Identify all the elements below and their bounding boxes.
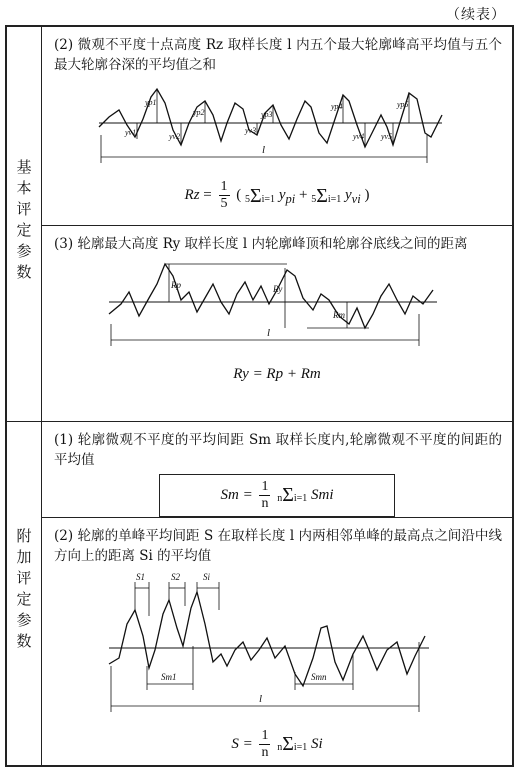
ry-formula: Ry = Rp + Rm (233, 366, 321, 382)
label-l: l (267, 327, 271, 339)
label-ry: Ry (273, 284, 283, 294)
sm-heading: (1) 轮廓微观不平度的平均间距 Sm 取样长度内,轮廓微观不平度的间距的平均值 (54, 431, 502, 468)
ry-block (42, 226, 512, 383)
basic-cell (42, 26, 514, 421)
section-additional (6, 421, 42, 766)
label-yp4: yp4 (331, 102, 343, 111)
ry-heading: (3) 轮廓最大高度 Ry 取样长度 l 内轮廓峰顶和轮廓谷底线之间的距离 (54, 236, 468, 252)
rz-formula-lhs: Rz (184, 186, 200, 203)
label-sm1: Sm1 (161, 671, 177, 682)
sm-block (42, 422, 512, 517)
ry-profile-curve (109, 264, 433, 328)
s-heading: (2) 轮廓的单峰平均间距 S 在取样长度 l 内两相邻单峰的最高点之间沿中线方向上的距离 Si 的平均值 (54, 527, 502, 564)
rz-profile-figure (97, 75, 457, 175)
rz-sum-1: 5Σi=1 (245, 184, 276, 207)
label-s2: S2 (171, 571, 180, 582)
continued-label: （续表） (446, 7, 506, 23)
additional-cell (42, 421, 514, 766)
label-rm: Rm (333, 310, 345, 320)
s-formula: S = $\frac{1}{n}$ nΣi=1 Si (231, 727, 323, 760)
label-l: l (262, 144, 266, 156)
s-block (42, 518, 512, 761)
section-label-additional: 附加评定参数 (14, 528, 33, 655)
label-yv5: yv5 (381, 132, 393, 141)
label-smn: Smn (311, 671, 327, 682)
label-l: l (259, 692, 263, 705)
label-yp3: yp3 (261, 110, 273, 119)
rz-heading: (2) 微观不平度十点高度 Rz 取样长度 l 内五个最大轮廓峰高平均值与五个最大轮廓谷深的平均值之和 (54, 37, 502, 73)
label-rp: Rp (171, 280, 181, 290)
label-yp5: yp5 (397, 100, 409, 109)
rz-sum-2: 5Σi=1 (311, 184, 342, 207)
sm-formula: Sm = $\frac{1}{n}$ nΣi=1 Smi (42, 474, 512, 517)
label-yp2: yp2 (193, 108, 205, 117)
s-profile-curve (109, 592, 425, 686)
section-label-basic: 基本评定参数 (14, 158, 33, 285)
section-basic (6, 26, 42, 421)
label-s1: S1 (136, 571, 145, 582)
label-yv3: yv3 (245, 126, 257, 135)
rz-block (42, 27, 512, 225)
label-si: Si (203, 571, 211, 582)
label-yv2: yv2 (169, 132, 181, 141)
s-profile-figure (107, 566, 447, 726)
label-yv1: yv1 (125, 128, 137, 137)
label-yv4: yv4 (353, 132, 365, 141)
rz-frac: $\frac{1}{5}$ (220, 179, 228, 211)
ry-profile-figure (107, 254, 447, 360)
label-yp1: yp1 (145, 98, 157, 107)
rz-formula: Rz = $\frac{1}{5}$ ( 5Σi=1 $y_{pi} + 5\Sigma i=1$ $y_{vi}$ ) (184, 179, 370, 211)
parameter-table (5, 25, 514, 767)
